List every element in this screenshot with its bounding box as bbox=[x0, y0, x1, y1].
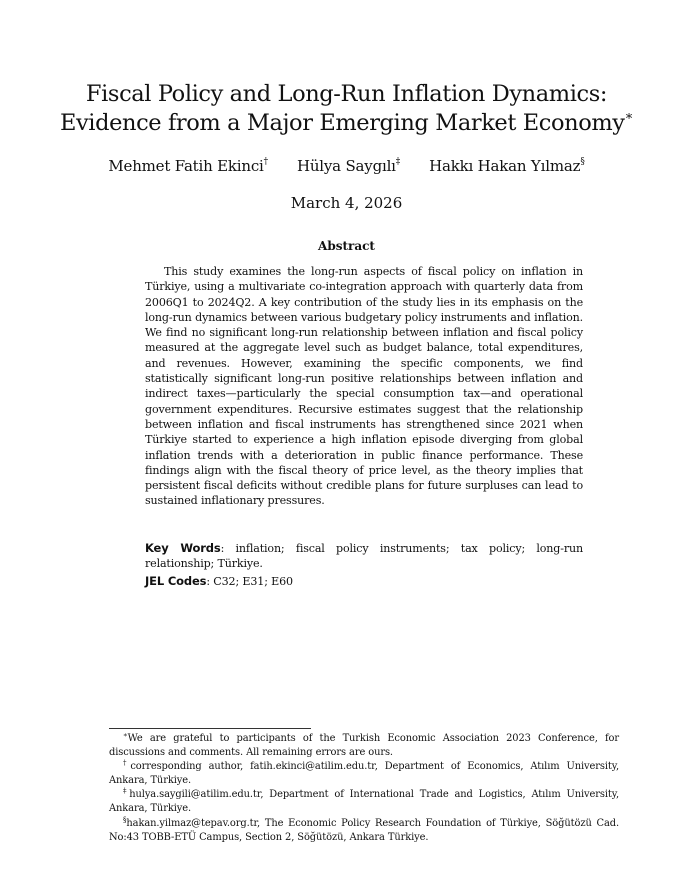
footnote-marker: ‡ bbox=[123, 787, 130, 796]
footnote-2 bbox=[109, 760, 619, 788]
keywords-label: Key Words bbox=[145, 541, 221, 555]
title-line-2 bbox=[0, 109, 693, 138]
footnote-marker: ∗ bbox=[123, 731, 128, 739]
jel-codes bbox=[145, 574, 583, 589]
footnote-text: corresponding author, fatih.ekinci@atilim.edu.tr, Department of Economics, Atılım University, Ankara, Türkiye. bbox=[109, 761, 619, 787]
footnote-3 bbox=[109, 788, 619, 816]
footnote-text: hulya.saygili@atilim.edu.tr, Department of International Trade and Logistics, Atılım University, Ankara, Türkiye. bbox=[109, 789, 619, 815]
footnotes bbox=[109, 732, 619, 845]
abstract-text: This study examines the long-run aspects of fiscal policy on inflation in Türkiye, using a multivariate co-integration approach with quarterly data from 2006Q1 to 2024Q2. A key contribution of the study lies in its emphasis on the long-run dynamics between various budgetary policy instruments and inflation. We find no significant long-run relationship between inflation and fiscal policy measured at the aggregate level such as budget balance, total expenditures, and revenues. However, examining the specific components, we find statistically significant long-run positive relationships between inflation and indirect taxes—particularly the special consumption tax—and operational government expenditures. Recursive estimates suggest that the relationship between inflation and fiscal instruments has strengthened since 2021 when Türkiye started to experience a high inflation episode diverging from global inflation trends with a deterioration in public finance performance. These findings align with the fiscal theory of price level, as the theory implies that persistent fiscal deficits without credible plans for future surpluses can lead to sustained inflationary pressures. bbox=[145, 265, 583, 508]
footnote-rule bbox=[109, 728, 311, 729]
author-3 bbox=[429, 156, 585, 176]
footnote-1 bbox=[109, 732, 619, 760]
jel-label: JEL Codes bbox=[145, 574, 207, 588]
author-name: Mehmet Fatih Ekinci bbox=[108, 157, 264, 175]
footnote-text: We are grateful to participants of the Turkish Economic Association 2023 Conference, for discussions and comments. All remaining errors are ours. bbox=[109, 733, 619, 759]
footnote-marker: § bbox=[123, 815, 127, 824]
abstract-heading: Abstract bbox=[318, 239, 375, 253]
author-footnote-marker: ‡ bbox=[395, 157, 401, 167]
footnote-text: hakan.yilmaz@tepav.org.tr, The Economic Policy Research Foundation of Türkiye, Söğütözü Cad. No:43 TOBB-ETÜ Campus, Section 2, Söğütözü, Ankara Türkiye. bbox=[109, 817, 619, 843]
title-footnote-marker: ∗ bbox=[624, 109, 634, 124]
footnote-4 bbox=[109, 817, 619, 845]
author-footnote-marker: § bbox=[580, 157, 585, 167]
author-name: Hülya Saygılı bbox=[296, 157, 396, 175]
author-2 bbox=[297, 156, 400, 176]
paper-date: March 4, 2026 bbox=[290, 194, 403, 212]
footnote-marker: † bbox=[123, 759, 131, 768]
keywords-text: : inflation; fiscal policy instruments; tax policy; long-run relationship; Türkiye. bbox=[145, 542, 583, 571]
author-list bbox=[0, 156, 693, 176]
title-line-1: Fiscal Policy and Long-Run Inflation Dynamics: bbox=[85, 81, 608, 107]
jel-text: : C32; E31; E60 bbox=[206, 575, 293, 588]
author-footnote-marker: † bbox=[263, 157, 268, 167]
author-name: Hakkı Hakan Yılmaz bbox=[429, 157, 581, 175]
paper-title bbox=[0, 80, 693, 138]
title-line-2-text: Evidence from a Major Emerging Market Economy bbox=[59, 110, 625, 136]
author-1 bbox=[108, 156, 268, 176]
keywords bbox=[145, 541, 583, 572]
